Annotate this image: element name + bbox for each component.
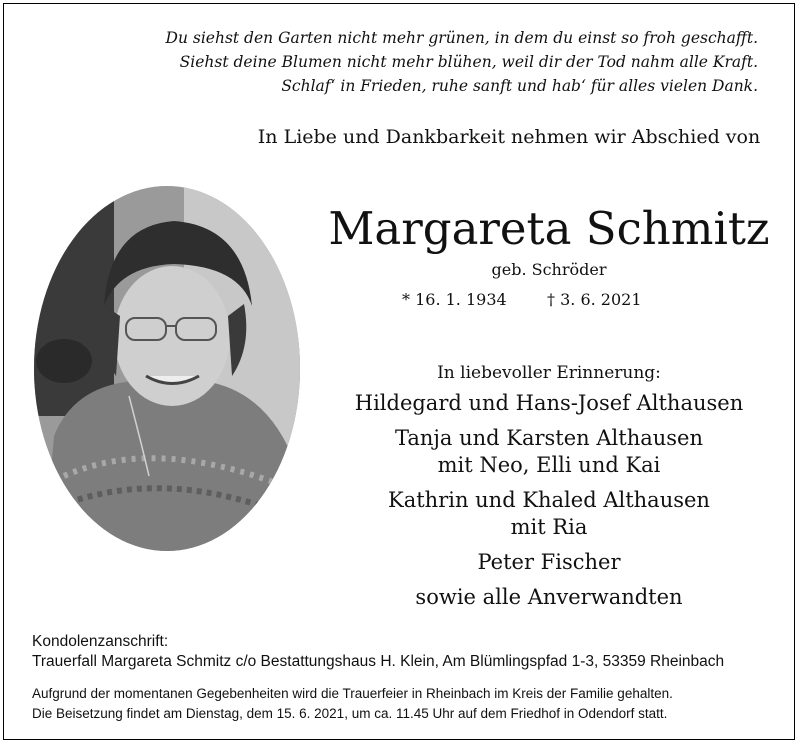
intro-text: In Liebe und Dankbarkeit nehmen wir Abschied von — [257, 126, 761, 148]
deceased-name: Margareta Schmitz — [328, 202, 770, 255]
obituary-notice — [3, 3, 795, 740]
notice-line: Die Beisetzung findet am Dienstag, dem 15. 6. 2021, um ca. 11.45 Uhr auf dem Friedhof in Odendorf statt. — [32, 706, 668, 721]
mourner-group: Tanja und Karsten Althausen — [394, 426, 703, 450]
birth-date: * 16. 1. 1934 — [402, 290, 507, 309]
poem-line: Du siehst den Garten nicht mehr grünen, in dem du einst so froh geschafft. — [165, 29, 758, 47]
poem-line: Schlaf‘ in Frieden, ruhe sanft und hab‘ für alles vielen Dank. — [281, 77, 758, 95]
maiden-name: geb. Schröder — [491, 260, 607, 279]
mourners-list — [304, 360, 794, 611]
mourner-group-continued: mit Ria — [510, 515, 588, 539]
notice-line: Aufgrund der momentanen Gegebenheiten wird die Trauerfeier in Rheinbach im Kreis der Familie gehalten. — [32, 686, 673, 701]
poem-line: Siehst deine Blumen nicht mehr blühen, weil dir der Tod nahm alle Kraft. — [179, 53, 758, 71]
poem — [38, 26, 758, 98]
death-date: † 3. 6. 2021 — [547, 290, 642, 309]
condolence-address: Trauerfall Margareta Schmitz c/o Bestattungshaus H. Klein, Am Blümlingspfad 1-3, 53359 Rheinbach — [32, 653, 725, 670]
mourner-group: Kathrin und Khaled Althausen — [388, 488, 710, 512]
mourner-group: Peter Fischer — [477, 550, 621, 574]
condolence-label: Kondolenzanschrift: — [32, 633, 169, 650]
mourner-group: sowie alle Anverwandten — [415, 585, 683, 609]
portrait-photo — [34, 186, 300, 551]
mourner-group: Hildegard und Hans-Josef Althausen — [354, 391, 744, 415]
mourners-lead: In liebevoller Erinnerung: — [437, 363, 661, 383]
footer — [32, 632, 782, 724]
mourner-group-continued: mit Neo, Elli und Kai — [437, 453, 661, 477]
